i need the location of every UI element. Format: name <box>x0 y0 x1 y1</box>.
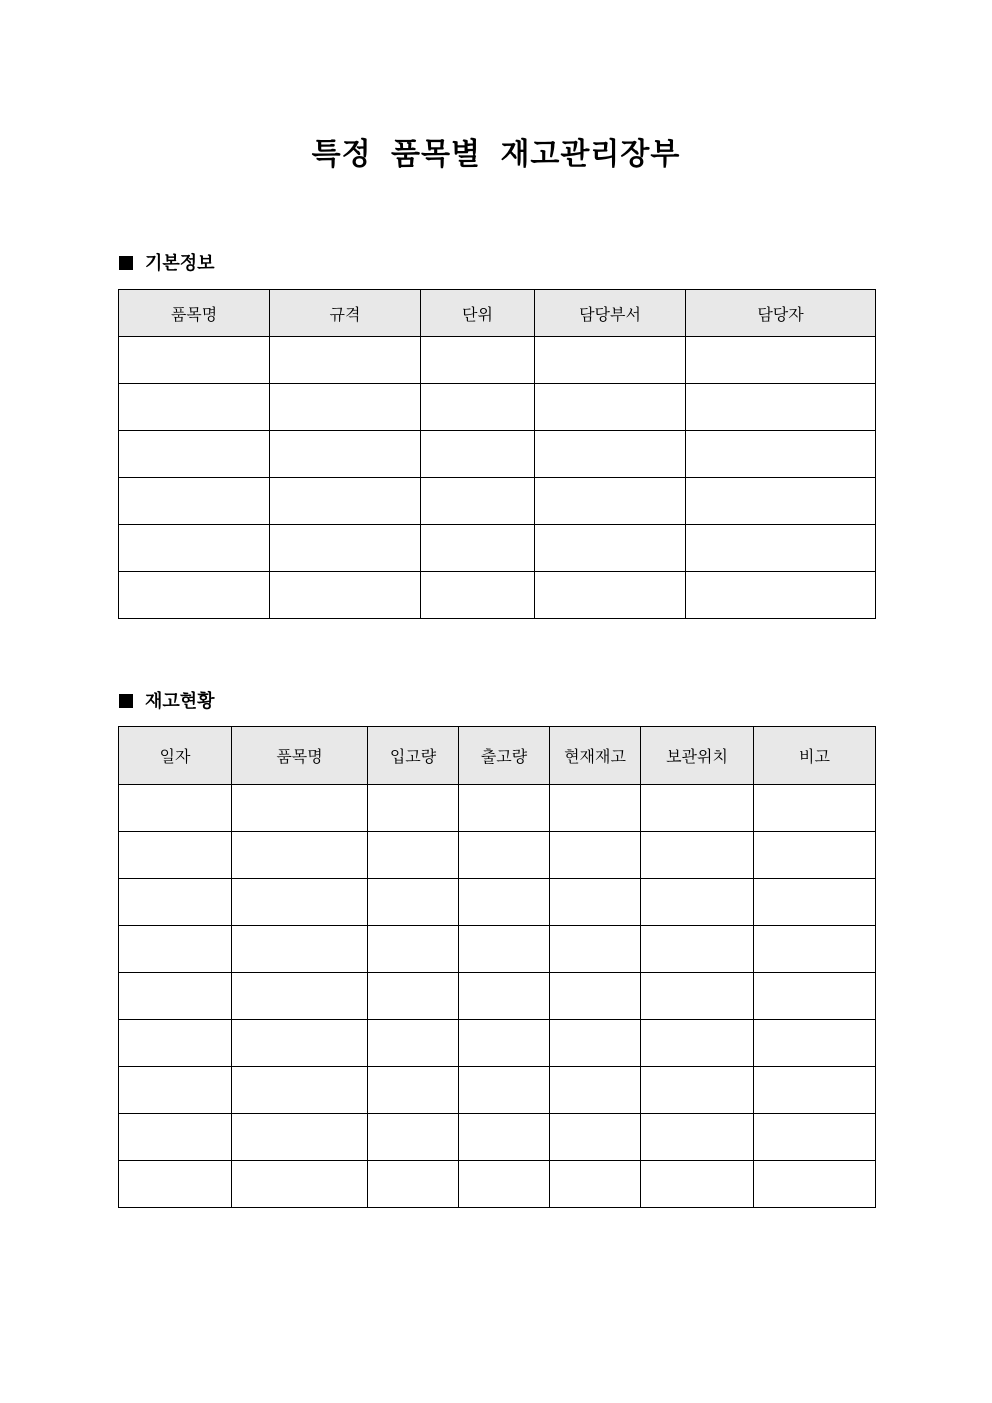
table-cell[interactable] <box>368 1161 459 1208</box>
table-cell[interactable] <box>686 572 876 619</box>
table-cell[interactable] <box>119 785 232 832</box>
table-cell[interactable] <box>119 1114 232 1161</box>
table-cell[interactable] <box>535 384 686 431</box>
table-cell[interactable] <box>368 1114 459 1161</box>
table-cell[interactable] <box>232 1114 368 1161</box>
table-cell[interactable] <box>550 1067 641 1114</box>
table-row <box>119 431 876 478</box>
column-header-received-qty: 입고량 <box>368 727 459 785</box>
inventory-status-table <box>118 726 876 1208</box>
table-cell[interactable] <box>119 431 270 478</box>
table-cell[interactable] <box>754 926 876 973</box>
table-cell[interactable] <box>459 1161 550 1208</box>
table-cell[interactable] <box>754 879 876 926</box>
basic-info-header-row <box>119 290 876 337</box>
table-cell[interactable] <box>754 1114 876 1161</box>
table-cell[interactable] <box>119 973 232 1020</box>
table-cell[interactable] <box>459 1020 550 1067</box>
table-cell[interactable] <box>459 1114 550 1161</box>
column-header-unit: 단위 <box>421 290 535 337</box>
column-header-item-name: 품목명 <box>232 727 368 785</box>
table-cell[interactable] <box>459 973 550 1020</box>
table-cell[interactable] <box>641 1161 754 1208</box>
table-cell[interactable] <box>754 1161 876 1208</box>
table-row <box>119 337 876 384</box>
table-cell[interactable] <box>459 879 550 926</box>
inventory-status-header-row <box>119 727 876 785</box>
table-cell[interactable] <box>368 785 459 832</box>
column-header-shipped-qty: 출고량 <box>459 727 550 785</box>
table-cell[interactable] <box>641 973 754 1020</box>
table-cell[interactable] <box>459 785 550 832</box>
inventory-status-body <box>119 785 876 1208</box>
square-bullet-icon <box>119 256 133 270</box>
basic-info-heading-label: 기본정보 <box>145 253 215 274</box>
table-cell[interactable] <box>550 1114 641 1161</box>
table-cell[interactable] <box>232 879 368 926</box>
basic-info-table <box>118 289 876 619</box>
table-cell[interactable] <box>550 926 641 973</box>
table-cell[interactable] <box>686 384 876 431</box>
basic-info-heading <box>119 252 215 276</box>
table-row <box>119 879 876 926</box>
table-row <box>119 384 876 431</box>
table-cell[interactable] <box>270 525 421 572</box>
table-cell[interactable] <box>368 1020 459 1067</box>
table-row <box>119 572 876 619</box>
page-title: 특정 품목별 재고관리장부 <box>311 137 681 172</box>
table-cell[interactable] <box>368 832 459 879</box>
table-cell[interactable] <box>754 1020 876 1067</box>
table-cell[interactable] <box>421 384 535 431</box>
column-header-spec: 규격 <box>270 290 421 337</box>
table-cell[interactable] <box>641 1020 754 1067</box>
table-row <box>119 973 876 1020</box>
column-header-remarks: 비고 <box>754 727 876 785</box>
table-cell[interactable] <box>550 973 641 1020</box>
table-cell[interactable] <box>459 1067 550 1114</box>
table-cell[interactable] <box>270 478 421 525</box>
inventory-status-heading-label: 재고현황 <box>145 691 215 712</box>
table-cell[interactable] <box>119 832 232 879</box>
table-cell[interactable] <box>641 832 754 879</box>
table-cell[interactable] <box>550 832 641 879</box>
table-cell[interactable] <box>686 337 876 384</box>
table-cell[interactable] <box>119 1067 232 1114</box>
inventory-status-heading <box>119 690 215 714</box>
table-cell[interactable] <box>368 973 459 1020</box>
table-cell[interactable] <box>119 384 270 431</box>
table-cell[interactable] <box>641 785 754 832</box>
table-cell[interactable] <box>232 1067 368 1114</box>
table-row <box>119 525 876 572</box>
table-cell[interactable] <box>368 1067 459 1114</box>
table-cell[interactable] <box>119 478 270 525</box>
table-row <box>119 1161 876 1208</box>
table-cell[interactable] <box>119 525 270 572</box>
table-cell[interactable] <box>459 926 550 973</box>
table-cell[interactable] <box>641 926 754 973</box>
table-cell[interactable] <box>421 525 535 572</box>
table-cell[interactable] <box>270 572 421 619</box>
table-cell[interactable] <box>232 832 368 879</box>
table-cell[interactable] <box>754 973 876 1020</box>
table-cell[interactable] <box>232 1161 368 1208</box>
table-cell[interactable] <box>232 785 368 832</box>
square-bullet-icon <box>119 694 133 708</box>
table-cell[interactable] <box>686 525 876 572</box>
table-cell[interactable] <box>232 1020 368 1067</box>
table-cell[interactable] <box>119 926 232 973</box>
table-cell[interactable] <box>535 337 686 384</box>
table-cell[interactable] <box>535 431 686 478</box>
table-cell[interactable] <box>535 572 686 619</box>
column-header-item-name: 품목명 <box>119 290 270 337</box>
table-cell[interactable] <box>368 879 459 926</box>
column-header-storage-location: 보관위치 <box>641 727 754 785</box>
table-cell[interactable] <box>535 478 686 525</box>
table-row <box>119 926 876 973</box>
table-cell[interactable] <box>754 1067 876 1114</box>
column-header-manager: 담당자 <box>686 290 876 337</box>
table-cell[interactable] <box>119 1161 232 1208</box>
table-cell[interactable] <box>754 832 876 879</box>
table-cell[interactable] <box>421 337 535 384</box>
table-cell[interactable] <box>535 525 686 572</box>
table-cell[interactable] <box>270 431 421 478</box>
column-header-current-stock: 현재재고 <box>550 727 641 785</box>
table-row <box>119 478 876 525</box>
table-cell[interactable] <box>686 478 876 525</box>
table-cell[interactable] <box>421 572 535 619</box>
table-cell[interactable] <box>119 572 270 619</box>
table-cell[interactable] <box>641 1114 754 1161</box>
table-cell[interactable] <box>641 1067 754 1114</box>
table-cell[interactable] <box>421 478 535 525</box>
table-row <box>119 832 876 879</box>
table-row <box>119 1067 876 1114</box>
table-cell[interactable] <box>641 879 754 926</box>
table-cell[interactable] <box>550 785 641 832</box>
table-cell[interactable] <box>368 926 459 973</box>
table-cell[interactable] <box>550 1020 641 1067</box>
table-row <box>119 1020 876 1067</box>
table-cell[interactable] <box>119 337 270 384</box>
table-row <box>119 785 876 832</box>
table-cell[interactable] <box>550 1161 641 1208</box>
column-header-date: 일자 <box>119 727 232 785</box>
basic-info-body <box>119 337 876 619</box>
table-cell[interactable] <box>232 973 368 1020</box>
table-cell[interactable] <box>686 431 876 478</box>
table-cell[interactable] <box>421 431 535 478</box>
table-cell[interactable] <box>754 785 876 832</box>
table-cell[interactable] <box>232 926 368 973</box>
table-cell[interactable] <box>270 337 421 384</box>
table-cell[interactable] <box>550 879 641 926</box>
table-cell[interactable] <box>270 384 421 431</box>
table-cell[interactable] <box>119 879 232 926</box>
table-cell[interactable] <box>119 1020 232 1067</box>
table-row <box>119 1114 876 1161</box>
table-cell[interactable] <box>459 832 550 879</box>
column-header-department: 담당부서 <box>535 290 686 337</box>
